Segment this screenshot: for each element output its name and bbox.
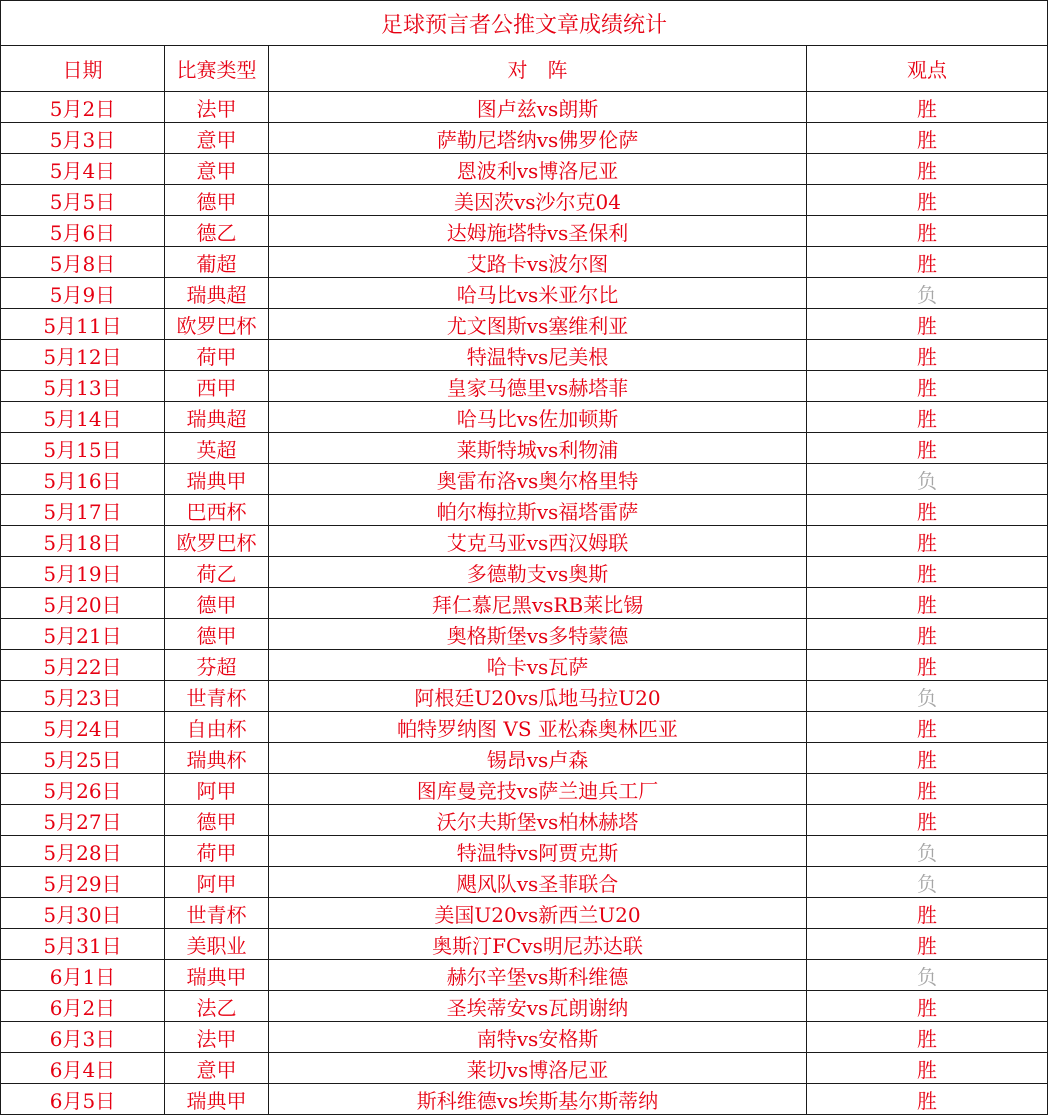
date-cell: 5月2日 xyxy=(1,92,165,123)
league-cell: 荷甲 xyxy=(165,836,269,867)
match-cell: 哈马比vs米亚尔比 xyxy=(269,278,807,309)
result-cell: 胜 xyxy=(807,92,1048,123)
date-cell: 5月15日 xyxy=(1,433,165,464)
match-cell: 艾路卡vs波尔图 xyxy=(269,247,807,278)
date-cell: 6月2日 xyxy=(1,991,165,1022)
date-cell: 5月31日 xyxy=(1,929,165,960)
table-row xyxy=(1,681,1048,712)
result-cell: 胜 xyxy=(807,185,1048,216)
match-cell: 拜仁慕尼黑vsRB莱比锡 xyxy=(269,588,807,619)
league-cell: 巴西杯 xyxy=(165,495,269,526)
table-row xyxy=(1,619,1048,650)
result-cell: 胜 xyxy=(807,402,1048,433)
match-cell: 恩波利vs博洛尼亚 xyxy=(269,154,807,185)
result-cell: 胜 xyxy=(807,1022,1048,1053)
match-cell: 阿根廷U20vs瓜地马拉U20 xyxy=(269,681,807,712)
table-row xyxy=(1,247,1048,278)
result-cell: 胜 xyxy=(807,433,1048,464)
league-cell: 瑞典甲 xyxy=(165,1084,269,1115)
league-cell: 葡超 xyxy=(165,247,269,278)
result-cell: 胜 xyxy=(807,495,1048,526)
result-cell: 负 xyxy=(807,960,1048,991)
result-cell: 胜 xyxy=(807,588,1048,619)
table-row xyxy=(1,1053,1048,1084)
league-cell: 德甲 xyxy=(165,619,269,650)
table-row xyxy=(1,464,1048,495)
match-cell: 帕特罗纳图 VS 亚松森奥林匹亚 xyxy=(269,712,807,743)
league-cell: 德甲 xyxy=(165,805,269,836)
date-cell: 5月6日 xyxy=(1,216,165,247)
result-cell: 胜 xyxy=(807,247,1048,278)
match-cell: 奥斯汀FCvs明尼苏达联 xyxy=(269,929,807,960)
league-cell: 瑞典超 xyxy=(165,402,269,433)
table-row xyxy=(1,278,1048,309)
table-row xyxy=(1,774,1048,805)
match-cell: 帕尔梅拉斯vs福塔雷萨 xyxy=(269,495,807,526)
table-row xyxy=(1,402,1048,433)
date-cell: 5月9日 xyxy=(1,278,165,309)
match-cell: 多德勒支vs奥斯 xyxy=(269,557,807,588)
date-cell: 5月11日 xyxy=(1,309,165,340)
header-date: 日期 xyxy=(1,46,165,92)
league-cell: 法乙 xyxy=(165,991,269,1022)
date-cell: 5月21日 xyxy=(1,619,165,650)
result-cell: 胜 xyxy=(807,774,1048,805)
match-cell: 图卢兹vs朗斯 xyxy=(269,92,807,123)
match-cell: 奥雷布洛vs奥尔格里特 xyxy=(269,464,807,495)
table-row xyxy=(1,123,1048,154)
table-row xyxy=(1,1022,1048,1053)
table-row xyxy=(1,185,1048,216)
table-row xyxy=(1,991,1048,1022)
table-row xyxy=(1,495,1048,526)
table-row xyxy=(1,309,1048,340)
league-cell: 意甲 xyxy=(165,1053,269,1084)
table-row xyxy=(1,743,1048,774)
league-cell: 德甲 xyxy=(165,185,269,216)
league-cell: 欧罗巴杯 xyxy=(165,526,269,557)
match-cell: 皇家马德里vs赫塔菲 xyxy=(269,371,807,402)
table-row xyxy=(1,154,1048,185)
date-cell: 5月12日 xyxy=(1,340,165,371)
league-cell: 法甲 xyxy=(165,92,269,123)
table-row xyxy=(1,836,1048,867)
table-row xyxy=(1,340,1048,371)
table-row xyxy=(1,588,1048,619)
date-cell: 5月28日 xyxy=(1,836,165,867)
league-cell: 意甲 xyxy=(165,123,269,154)
result-cell: 胜 xyxy=(807,898,1048,929)
result-cell: 负 xyxy=(807,867,1048,898)
date-cell: 5月27日 xyxy=(1,805,165,836)
date-cell: 6月5日 xyxy=(1,1084,165,1115)
result-cell: 胜 xyxy=(807,557,1048,588)
match-cell: 沃尔夫斯堡vs柏林赫塔 xyxy=(269,805,807,836)
header-row xyxy=(1,46,1048,92)
result-cell: 胜 xyxy=(807,526,1048,557)
result-cell: 胜 xyxy=(807,1053,1048,1084)
date-cell: 5月17日 xyxy=(1,495,165,526)
result-cell: 负 xyxy=(807,464,1048,495)
league-cell: 阿甲 xyxy=(165,867,269,898)
result-cell: 胜 xyxy=(807,154,1048,185)
league-cell: 法甲 xyxy=(165,1022,269,1053)
result-cell: 胜 xyxy=(807,743,1048,774)
match-cell: 萨勒尼塔纳vs佛罗伦萨 xyxy=(269,123,807,154)
table-row xyxy=(1,712,1048,743)
match-cell: 飓风队vs圣菲联合 xyxy=(269,867,807,898)
match-cell: 赫尔辛堡vs斯科维德 xyxy=(269,960,807,991)
league-cell: 阿甲 xyxy=(165,774,269,805)
table-row xyxy=(1,371,1048,402)
date-cell: 5月16日 xyxy=(1,464,165,495)
table-row xyxy=(1,433,1048,464)
header-match: 对 阵 xyxy=(269,46,807,92)
league-cell: 德甲 xyxy=(165,588,269,619)
league-cell: 德乙 xyxy=(165,216,269,247)
league-cell: 自由杯 xyxy=(165,712,269,743)
table-row xyxy=(1,960,1048,991)
table-row xyxy=(1,92,1048,123)
match-cell: 哈马比vs佐加顿斯 xyxy=(269,402,807,433)
date-cell: 6月4日 xyxy=(1,1053,165,1084)
match-cell: 艾克马亚vs西汉姆联 xyxy=(269,526,807,557)
result-cell: 胜 xyxy=(807,929,1048,960)
league-cell: 荷乙 xyxy=(165,557,269,588)
date-cell: 5月25日 xyxy=(1,743,165,774)
date-cell: 5月23日 xyxy=(1,681,165,712)
title-row xyxy=(1,1,1048,46)
result-cell: 胜 xyxy=(807,805,1048,836)
league-cell: 瑞典杯 xyxy=(165,743,269,774)
result-cell: 胜 xyxy=(807,371,1048,402)
date-cell: 6月3日 xyxy=(1,1022,165,1053)
table-row xyxy=(1,867,1048,898)
league-cell: 瑞典甲 xyxy=(165,960,269,991)
match-cell: 尤文图斯vs塞维利亚 xyxy=(269,309,807,340)
match-cell: 莱斯特城vs利物浦 xyxy=(269,433,807,464)
result-cell: 负 xyxy=(807,278,1048,309)
match-cell: 莱切vs博洛尼亚 xyxy=(269,1053,807,1084)
table-row xyxy=(1,216,1048,247)
table-row xyxy=(1,805,1048,836)
match-cell: 锡昂vs卢森 xyxy=(269,743,807,774)
match-cell: 特温特vs阿贾克斯 xyxy=(269,836,807,867)
league-cell: 瑞典超 xyxy=(165,278,269,309)
result-cell: 胜 xyxy=(807,216,1048,247)
table-row xyxy=(1,1084,1048,1115)
date-cell: 5月14日 xyxy=(1,402,165,433)
date-cell: 5月5日 xyxy=(1,185,165,216)
result-cell: 负 xyxy=(807,681,1048,712)
league-cell: 意甲 xyxy=(165,154,269,185)
match-cell: 南特vs安格斯 xyxy=(269,1022,807,1053)
table-row xyxy=(1,650,1048,681)
table-row xyxy=(1,526,1048,557)
result-cell: 胜 xyxy=(807,309,1048,340)
match-cell: 美因茨vs沙尔克04 xyxy=(269,185,807,216)
result-cell: 胜 xyxy=(807,991,1048,1022)
league-cell: 世青杯 xyxy=(165,898,269,929)
date-cell: 5月4日 xyxy=(1,154,165,185)
result-cell: 胜 xyxy=(807,619,1048,650)
match-cell: 美国U20vs新西兰U20 xyxy=(269,898,807,929)
date-cell: 5月24日 xyxy=(1,712,165,743)
league-cell: 荷甲 xyxy=(165,340,269,371)
league-cell: 欧罗巴杯 xyxy=(165,309,269,340)
table-body xyxy=(1,92,1048,1115)
table-title: 足球预言者公推文章成绩统计 xyxy=(1,1,1048,46)
date-cell: 5月18日 xyxy=(1,526,165,557)
date-cell: 5月19日 xyxy=(1,557,165,588)
match-cell: 圣埃蒂安vs瓦朗谢纳 xyxy=(269,991,807,1022)
match-cell: 斯科维德vs埃斯基尔斯蒂纳 xyxy=(269,1084,807,1115)
result-cell: 胜 xyxy=(807,650,1048,681)
match-cell: 图库曼竞技vs萨兰迪兵工厂 xyxy=(269,774,807,805)
date-cell: 5月26日 xyxy=(1,774,165,805)
league-cell: 世青杯 xyxy=(165,681,269,712)
match-cell: 奥格斯堡vs多特蒙德 xyxy=(269,619,807,650)
match-cell: 达姆施塔特vs圣保利 xyxy=(269,216,807,247)
table-row xyxy=(1,929,1048,960)
league-cell: 芬超 xyxy=(165,650,269,681)
date-cell: 5月13日 xyxy=(1,371,165,402)
table-row xyxy=(1,898,1048,929)
match-cell: 哈卡vs瓦萨 xyxy=(269,650,807,681)
date-cell: 6月1日 xyxy=(1,960,165,991)
result-cell: 负 xyxy=(807,836,1048,867)
result-cell: 胜 xyxy=(807,123,1048,154)
date-cell: 5月8日 xyxy=(1,247,165,278)
table-row xyxy=(1,557,1048,588)
date-cell: 5月20日 xyxy=(1,588,165,619)
header-result: 观点 xyxy=(807,46,1048,92)
date-cell: 5月3日 xyxy=(1,123,165,154)
result-cell: 胜 xyxy=(807,1084,1048,1115)
result-cell: 胜 xyxy=(807,340,1048,371)
league-cell: 西甲 xyxy=(165,371,269,402)
league-cell: 美职业 xyxy=(165,929,269,960)
result-cell: 胜 xyxy=(807,712,1048,743)
date-cell: 5月22日 xyxy=(1,650,165,681)
date-cell: 5月29日 xyxy=(1,867,165,898)
date-cell: 5月30日 xyxy=(1,898,165,929)
league-cell: 瑞典甲 xyxy=(165,464,269,495)
league-cell: 英超 xyxy=(165,433,269,464)
match-cell: 特温特vs尼美根 xyxy=(269,340,807,371)
header-league: 比赛类型 xyxy=(165,46,269,92)
